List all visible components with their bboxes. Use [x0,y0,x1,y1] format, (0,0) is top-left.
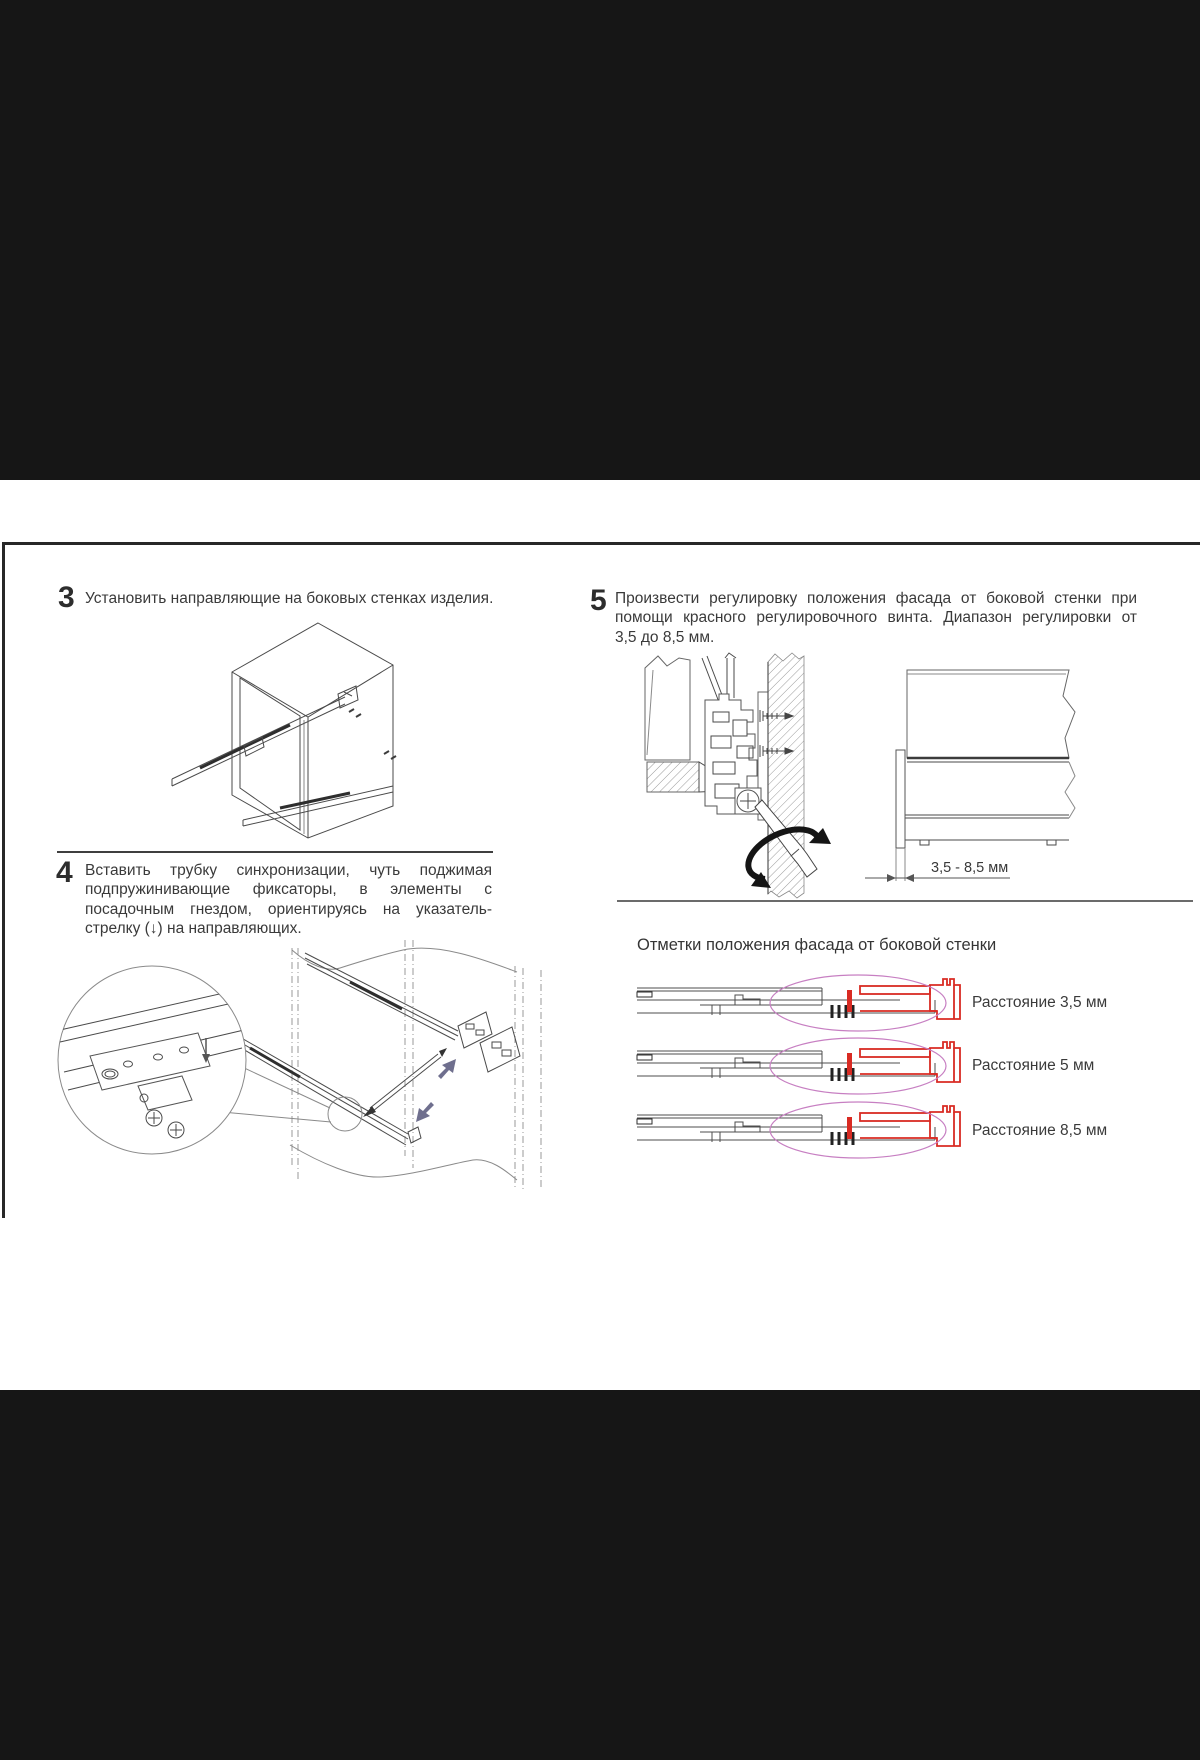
phillips-screw [168,1122,184,1138]
socket-highlight-circle [328,1097,362,1131]
step4-sync-tube-diagram [50,938,550,1190]
highlight-ellipse [770,1038,946,1094]
step5-text-line: 3,5 до 8,5 мм. [615,628,715,646]
step3-text: Установить направляющие на боковых стенках изделия. [85,590,494,607]
viewer-background-bottom [0,1390,1200,1760]
step5-number: 5 [590,584,607,617]
panel-dashed-edges [292,940,541,1190]
mark-row-diagram [560,973,980,1035]
step4-number: 4 [56,856,73,889]
highlight-ellipse [770,975,946,1031]
highlight-ellipse [770,1102,946,1158]
divider-left-column [57,851,493,853]
dimension-label: 3,5 - 8,5 мм [931,860,1009,876]
step4-text-line: стрелку (↓) на направляющих. [85,920,302,938]
side-view [865,670,1075,882]
step4-text [85,861,492,939]
mark-row-label: Расстояние 3,5 мм [972,994,1108,1011]
divider-right-column [617,900,1193,902]
viewer-background-top [0,0,1200,480]
panel-break-wave-bottom [290,1145,517,1180]
page-border-left [2,542,5,1218]
step3-cabinet-diagram [140,616,460,852]
mark-row-label: Расстояние 5 мм [972,1057,1095,1074]
facade-edge [896,750,905,848]
page-border-top [2,542,1200,545]
phillips-screw [146,1110,162,1126]
step5-adjustment-diagram [555,650,1200,902]
insert-arrow-down-left [416,1102,434,1122]
cabinet-side-panel [907,670,1075,758]
step4-text-line: Вставить трубку синхронизации, чуть поджимая [85,862,492,879]
mark-row-label: Расстояние 8,5 мм [972,1122,1108,1139]
step4-text-line: подпружинивающие фиксаторы, в элементы с [85,881,492,899]
mark-row-diagram [560,1036,980,1098]
step5-text [615,589,1137,647]
step3-number: 3 [58,581,75,614]
front-panel [645,656,690,760]
gap-dimension [865,848,1010,882]
bottom-panel-hatched [647,762,699,792]
step5-text-line: помощи красного регулировочного винта. Диапазон регулировки от [615,609,1137,627]
mark-row-diagram [560,1100,980,1162]
step5-text-line: Произвести регулировку положения фасада от боковой стенки при [615,590,1137,607]
step4-text-line: посадочным гнездом, ориентируясь на указатель- [85,900,492,918]
insert-arrow-up-right [438,1059,456,1079]
drawer-slide-middle [172,686,358,786]
cross-section-view [645,653,831,898]
marks-heading: Отметки положения фасада от боковой стенки [637,936,997,954]
screw-marks [349,709,396,759]
magnifier-detail [58,966,246,1154]
